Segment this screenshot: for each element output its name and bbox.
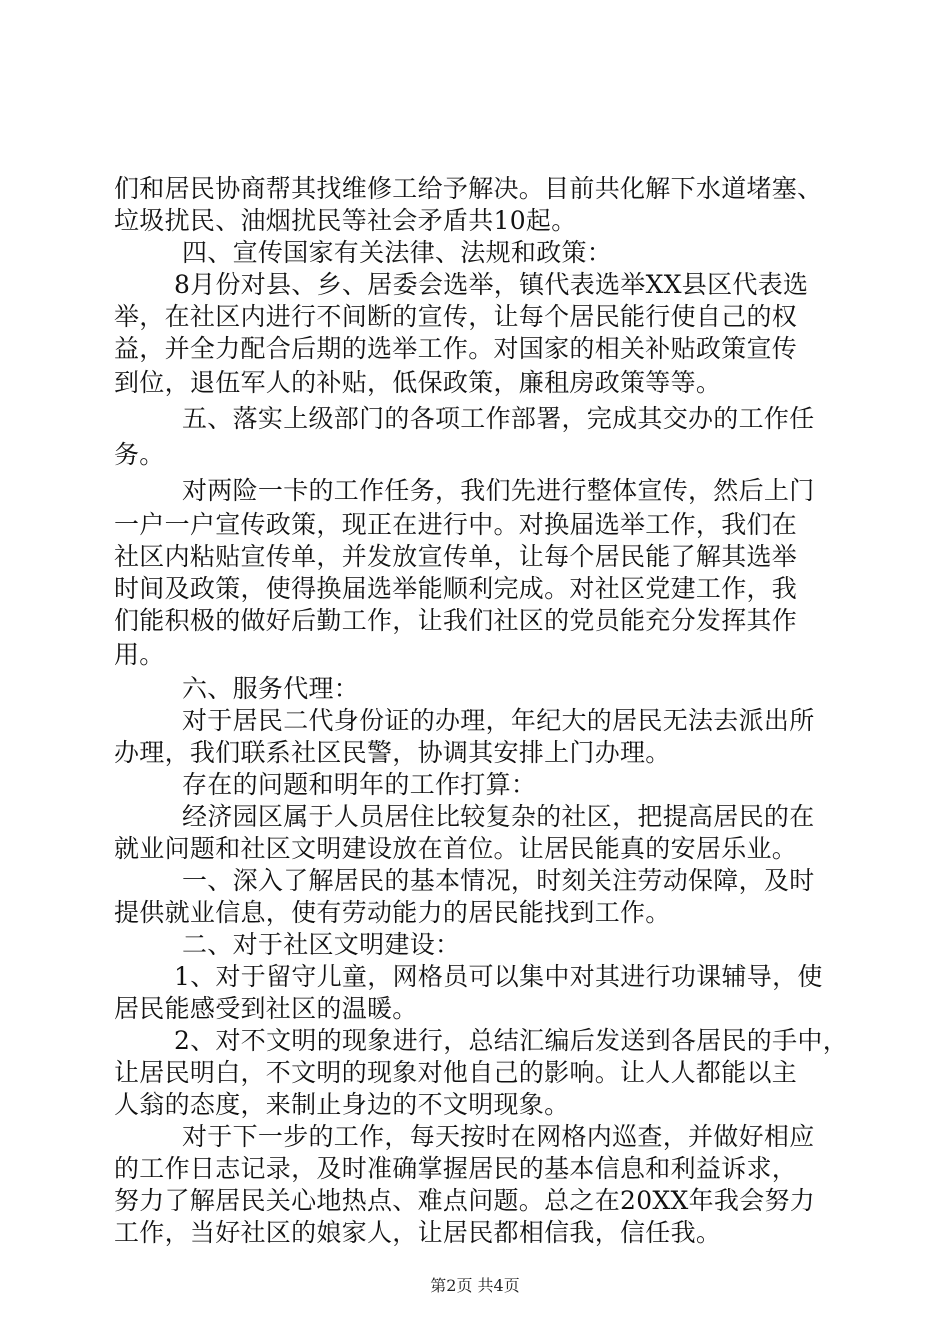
text-line: 对两险一卡的工作任务，我们先进行整体宣传，然后上门	[182, 476, 815, 505]
text-line: 就业问题和社区文明建设放在首位。让居民能真的安居乐业。	[114, 834, 798, 863]
text-line: 8月份对县、乡、居委会选举，镇代表选举XX县区代表选	[174, 270, 809, 299]
section-heading: 二、对于社区文明建设：	[182, 930, 461, 959]
text-line: 益，并全力配合后期的选举工作。对国家的相关补贴政策宣传	[114, 334, 798, 363]
document-body	[114, 173, 854, 1249]
text-line: 社区内粘贴宣传单，并发放宣传单，让每个居民能了解其选举	[114, 542, 798, 571]
text-line: 居民能感受到社区的温暖。	[114, 994, 418, 1023]
text-line: 对于居民二代身份证的办理，年纪大的居民无法去派出所	[182, 706, 815, 735]
text-line: 努力了解居民关心地热点、难点问题。总之在20XX年我会努力	[114, 1186, 816, 1215]
text-line: 举，在社区内进行不间断的宣传，让每个居民能行使自己的权	[114, 302, 798, 331]
text-line: 们和居民协商帮其找维修工给予解决。目前共化解下水道堵塞、	[114, 174, 823, 203]
text-line: 让居民明白，不文明的现象对他自己的影响。让人人都能以主	[114, 1058, 798, 1087]
text-line: 一、深入了解居民的基本情况，时刻关注劳动保障，及时	[182, 866, 815, 895]
text-line: 一户一户宣传政策，现正在进行中。对换届选举工作，我们在	[114, 510, 798, 539]
text-line: 1、对于留守儿童，网格员可以集中对其进行功课辅导，使	[174, 962, 823, 991]
text-line: 办理，我们联系社区民警，协调其安排上门办理。	[114, 738, 671, 767]
text-line: 2、对不文明的现象进行，总结汇编后发送到各居民的手中，	[174, 1026, 849, 1055]
text-line: 工作，当好社区的娘家人，让居民都相信我，信任我。	[114, 1218, 722, 1247]
section-heading: 六、服务代理：	[182, 674, 360, 703]
section-heading: 存在的问题和明年的工作打算：	[182, 770, 537, 799]
text-line: 务。	[114, 440, 165, 469]
text-line: 经济园区属于人员居住比较复杂的社区，把提高居民的在	[182, 802, 815, 831]
text-line: 到位，退伍军人的补贴，低保政策，廉租房政策等等。	[114, 368, 722, 397]
section-heading: 五、落实上级部门的各项工作部署，完成其交办的工作任	[182, 404, 815, 433]
page-number-footer: 第2页 共4页	[430, 1276, 520, 1295]
text-line: 对于下一步的工作，每天按时在网格内巡查，并做好相应	[182, 1122, 815, 1151]
text-line: 人翁的态度，来制止身边的不文明现象。	[114, 1090, 570, 1119]
section-heading: 四、宣传国家有关法律、法规和政策：	[182, 238, 613, 267]
text-line: 提供就业信息，使有劳动能力的居民能找到工作。	[114, 898, 671, 927]
text-line: 们能积极的做好后勤工作，让我们社区的党员能充分发挥其作	[114, 606, 798, 635]
text-line: 时间及政策，使得换届选举能顺利完成。对社区党建工作，我	[114, 574, 798, 603]
text-line: 垃圾扰民、油烟扰民等社会矛盾共10起。	[114, 206, 577, 235]
text-line: 的工作日志记录，及时准确掌握居民的基本信息和利益诉求，	[114, 1154, 798, 1183]
text-line: 用。	[114, 640, 165, 669]
